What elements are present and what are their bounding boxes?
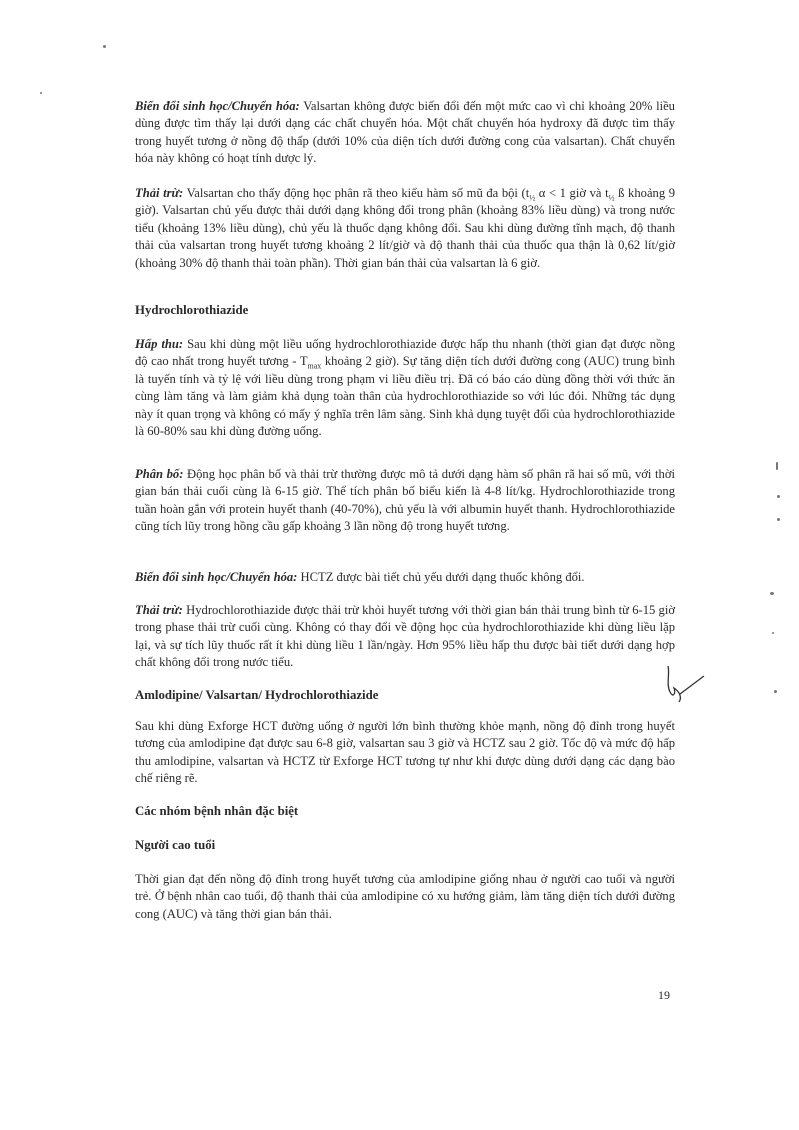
tmax-subscript: max bbox=[307, 361, 322, 371]
valsartan-elimination-paragraph bbox=[135, 185, 675, 272]
scan-speck bbox=[776, 462, 778, 470]
elderly-heading: Người cao tuổi bbox=[135, 838, 216, 852]
special-populations-heading: Các nhóm bệnh nhân đặc biệt bbox=[135, 804, 299, 818]
valsartan-elimination-text-a: Valsartan cho thấy động học phân rã theo kiểu hàm số mũ đa bội (t bbox=[183, 186, 530, 200]
scan-speck bbox=[777, 518, 780, 521]
hctz-metabolism-lead: Biến đổi sinh học/Chuyển hóa: bbox=[135, 570, 298, 584]
handwritten-initials bbox=[660, 662, 708, 706]
hctz-absorption-text-a: Sau khi dùng một liều uống hydrochlorothiazide được hấp thu nhanh (thời gian đạt được nồng độ cao nhất trong huyết tương - T bbox=[135, 337, 675, 369]
hctz-elimination-paragraph bbox=[135, 602, 675, 672]
scan-speck bbox=[772, 632, 774, 634]
combo-paragraph: Sau khi dùng Exforge HCT đường uống ở người lớn bình thường khỏe mạnh, nồng độ đỉnh trong huyết tương của amlodipine đạt được sau 6-8 giờ, valsartan sau 3 giờ và HCTZ sau 2 giờ. Tốc độ và mức độ hấp thu amlodipine, valsartan và HCTZ từ Exforge HCT tương tự như khi được dùng dưới dạng các dạng bào chế riêng rẽ. bbox=[135, 719, 675, 786]
combo-heading: Amlodipine/ Valsartan/ Hydrochlorothiazide bbox=[135, 688, 379, 702]
valsartan-metabolism-lead: Biến đổi sinh học/Chuyển hóa: bbox=[135, 99, 300, 113]
valsartan-metabolism-text: Valsartan không được biến đổi đến một mức cao vì chỉ khoảng 20% liều dùng được tìm thấy lại dưới dạng các chất chuyển hóa. Một chất chuyển hóa hydroxy đã được tìm thấy trong huyết tương ở nồng độ thấp (dưới 10% của diện tích dưới đường cong của valsartan). Chất chuyển hóa này không có hoạt tính dược lý. bbox=[135, 99, 675, 166]
hctz-distribution-lead: Phân bố: bbox=[135, 467, 184, 481]
page-number: 19 bbox=[658, 988, 670, 1002]
hctz-absorption-text-b: khoảng 2 giờ). Sự tăng diện tích dưới đường cong (AUC) trung bình là tuyến tính và tỷ lệ với liều dùng trong phạm vi liều điều trị. Đã có báo cáo dùng đồng thời với thức ăn cùng làm tăng và làm giảm khả dụng toàn thân của hydrochlorothiazide so với lúc đói. Những tác dụng này ít quan trọng và không có mấy ý nghĩa trên lâm sàng. Sinh khả dụng tuyệt đối của hydrochlorothiazide là 60-80% sau khi dùng đường uống. bbox=[135, 354, 676, 439]
scan-speck bbox=[103, 45, 106, 48]
hctz-heading: Hydrochlorothiazide bbox=[135, 303, 249, 317]
hctz-distribution-text: Động học phân bố và thải trừ thường được mô tả dưới dạng hàm số phân rã hai số mũ, với thời gian bán thải cuối cùng là 6-15 giờ. Thể tích phân bố biểu kiến là 4-8 lít/kg. Hydrochlorothiazide trong tuần hoàn gắn với protein huyết thanh (40-70%), chủ yếu là với albumin huyết thanh. Hydrochlorothiazide cũng tích lũy trong hồng cầu gấp khoảng 3 lần nồng độ trong huyết tương. bbox=[135, 467, 675, 534]
half-life-subscript-b: ½ bbox=[608, 193, 615, 203]
scan-speck bbox=[777, 495, 780, 498]
elderly-paragraph: Thời gian đạt đến nồng độ đỉnh trong huyết tương của amlodipine giống nhau ở người cao tuổi và người trẻ. Ở bệnh nhân cao tuổi, độ thanh thải của amlodipine có xu hướng giảm, làm tăng diện tích dưới đường cong (AUC) và tăng thời gian bán thải. bbox=[135, 872, 675, 921]
hctz-absorption-lead: Hấp thu: bbox=[135, 337, 184, 351]
scan-speck bbox=[774, 690, 777, 693]
valsartan-metabolism-paragraph bbox=[135, 98, 675, 168]
valsartan-elimination-text-c: ß khoảng 9 giờ). Valsartan chủ yếu được thải dưới dạng không đổi trong phân (khoảng 83% liều dùng) và trong nước tiểu (khoảng 13% liều dùng), chủ yếu là thuốc dạng không đổi. Sau khi dùng đường tĩnh mạch, độ thanh thải của valsartan trong huyết tương khoảng 2 lít/giờ và độ thanh thải của thuốc qua thận là 0,62 lít/giờ (khoảng 30% độ thanh thải toàn phần). Thời gian bán thải của valsartan là 6 giờ. bbox=[135, 186, 676, 270]
hctz-elimination-lead: Thải trừ: bbox=[135, 603, 183, 617]
hctz-elimination-text: Hydrochlorothiazide được thải trừ khỏi huyết tương với thời gian bán thải trung bình từ 6-15 giờ trong phase thải trừ cuối cùng. Không có thay đổi về động học của hydrochlorothiazide khi dùng liều lặp lại, và sự tích lũy thuốc rất ít khi dùng liều 1 lần/ngày. Hơn 95% liều hấp thu được bài tiết dưới dạng hợp chất không đổi trong nước tiểu. bbox=[135, 603, 675, 670]
scan-speck bbox=[40, 92, 42, 94]
valsartan-elimination-text-b: α < 1 giờ và t bbox=[535, 186, 609, 200]
hctz-distribution-paragraph bbox=[135, 466, 675, 536]
hctz-metabolism-paragraph bbox=[135, 569, 675, 586]
scan-speck bbox=[770, 592, 774, 595]
hctz-metabolism-text: HCTZ được bài tiết chủ yếu dưới dạng thuốc không đổi. bbox=[297, 570, 585, 584]
hctz-absorption-paragraph bbox=[135, 336, 675, 440]
half-life-subscript-a: ½ bbox=[529, 193, 536, 203]
valsartan-elimination-lead: Thải trừ: bbox=[135, 186, 184, 200]
